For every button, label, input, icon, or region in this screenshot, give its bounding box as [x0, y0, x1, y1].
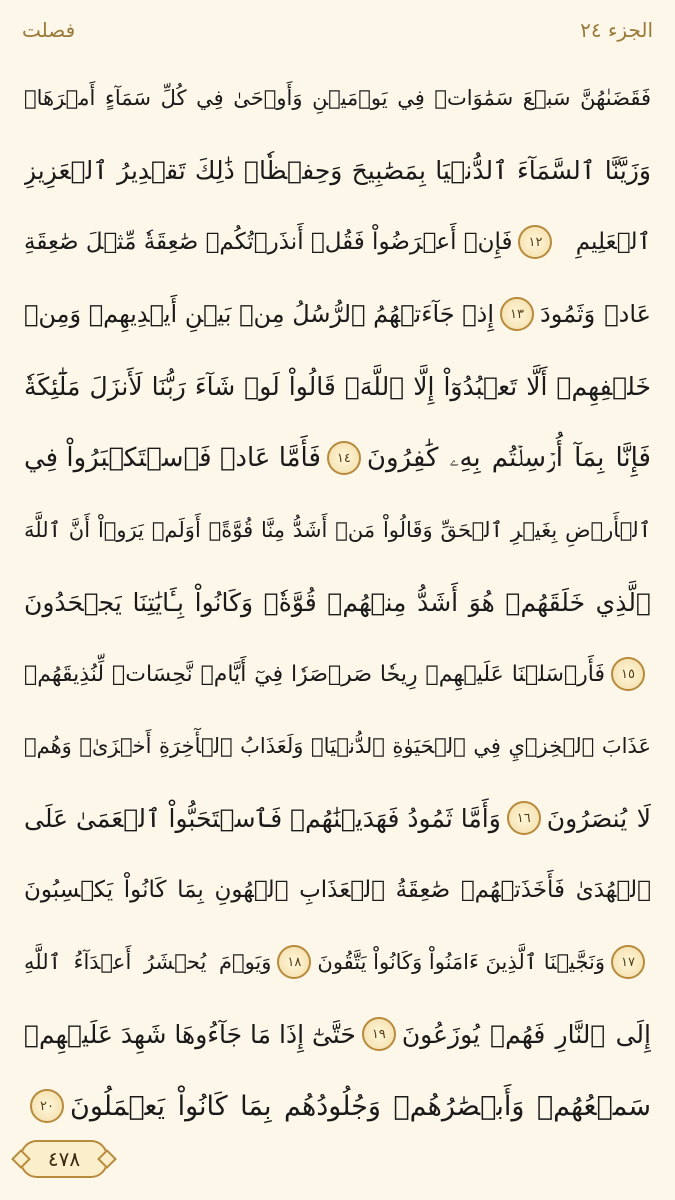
text-line — [24, 62, 651, 134]
verse-text: فَإِنَّا بِمَآ أُرۡسِلۡتُم بِهِۦ كَٰفِرُونَ — [366, 442, 651, 473]
text-line — [24, 710, 651, 782]
ayah-number-marker: ١٤ — [327, 441, 361, 475]
juz-label: الجزء ٢٤ — [580, 18, 653, 42]
verse-text: ٱلَّذِي خَلَقَهُمۡ هُوَ أَشَدُّ مِنۡهُمۡ قُوَّةٗۖ وَكَانُواْ بِـَٔايَٰتِنَا يَجۡحَدُونَ — [24, 587, 651, 617]
text-line — [24, 134, 651, 206]
text-line — [24, 854, 651, 926]
ayah-number-marker: ١٦ — [507, 801, 541, 835]
surah-name: فصلت — [22, 18, 76, 42]
verse-text: حَتَّىٰٓ إِذَا مَا جَآءُوهَا شَهِدَ عَلَيۡهِمۡ — [24, 1019, 356, 1049]
ayah-number-marker: ١٥ — [611, 657, 645, 691]
text-line — [24, 1070, 651, 1142]
verse-text: عَذَابَ ٱلۡخِزۡيِ فِي ٱلۡحَيَوٰةِ ٱلدُّنۡيَاۖ وَلَعَذَابُ ٱلۡأٓخِرَةِ أَخۡزَىٰۖ وَهُمۡ — [24, 734, 651, 758]
verse-text: فَإِنۡ أَعۡرَضُواْ فَقُلۡ أَنذَرۡتُكُمۡ صَٰعِقَةٗ مِّثۡلَ صَٰعِقَةِ — [24, 229, 513, 255]
verse-text: وَيَوۡمَ يُحۡشَرُ أَعۡدَآءُ ٱللَّهِ — [24, 950, 272, 974]
ayah-number-marker: ١٢ — [518, 225, 552, 259]
text-line — [24, 926, 651, 998]
text-line — [24, 494, 651, 566]
verse-text: لَا يُنصَرُونَ — [546, 803, 651, 833]
verse-text: فَأَمَّا عَادٞ فَٱسۡتَكۡبَرُواْ فِي — [24, 443, 321, 473]
page-header — [22, 10, 653, 50]
verse-text: إِذۡ جَآءَتۡهُمُ ٱلرُّسُلُ مِنۢ بَيۡنِ أَيۡدِيهِمۡ وَمِنۡ — [24, 300, 495, 328]
verse-text: فَقَضَىٰهُنَّ سَبۡعَ سَمَٰوَاتٖ فِي يَوۡمَيۡنِ وَأَوۡحَىٰ فِي كُلِّ سَمَآءٍ أَمۡرَهَاۚ — [24, 86, 651, 110]
verse-text: ٱلۡهُدَىٰ فَأَخَذَتۡهُمۡ صَٰعِقَةُ ٱلۡعَذَابِ ٱلۡهُونِ بِمَا كَانُواْ يَكۡسِبُونَ — [24, 877, 651, 903]
text-line — [24, 206, 651, 278]
page-number — [20, 1140, 108, 1178]
verse-text: وَزَيَّنَّا ٱلسَّمَآءَ ٱلدُّنۡيَا بِمَصَٰبِيحَ وَحِفۡظٗاۚ ذَٰلِكَ تَقۡدِيرُ ٱلۡعَزِيزِ — [24, 155, 651, 185]
ayah-number-marker: ٢٠ — [30, 1089, 64, 1123]
ayah-number-marker: ١٨ — [277, 945, 311, 979]
verse-text: خَلۡفِهِمۡ أَلَّا تَعۡبُدُوٓاْ إِلَّا ٱللَّهَۖ قَالُواْ لَوۡ شَآءَ رَبُّنَا لَأَنزَلَ مَلَٰٓئِكَةٗ — [24, 371, 651, 401]
text-line — [24, 350, 651, 422]
verse-text: ٱلۡعَلِيمِ — [575, 229, 651, 255]
verse-text: ٱلۡأَرۡضِ بِغَيۡرِ ٱلۡحَقِّ وَقَالُواْ مَنۡ أَشَدُّ مِنَّا قُوَّةًۖ أَوَلَمۡ يَرَوۡاْ أَنَّ ٱللَّهَ — [24, 518, 651, 542]
quran-text-block — [24, 62, 651, 1142]
ayah-number-marker: ١٧ — [611, 945, 645, 979]
page-number-label: ٤٧٨ — [47, 1147, 81, 1171]
verse-text: سَمۡعُهُمۡ وَأَبۡصَٰرُهُمۡ وَجُلُودُهُم بِمَا كَانُواْ يَعۡمَلُونَ — [70, 1090, 651, 1122]
verse-text: وَأَمَّا ثَمُودُ فَهَدَيۡنَٰهُمۡ فَٱسۡتَحَبُّواْ ٱلۡعَمَىٰ عَلَى — [24, 803, 501, 833]
text-line — [24, 782, 651, 854]
verse-text: عَادٖ وَثَمُودَ — [540, 300, 651, 328]
text-line — [24, 566, 651, 638]
ayah-number-marker: ١٩ — [362, 1017, 396, 1051]
ayah-number-marker: ١٣ — [500, 297, 534, 331]
verse-text: إِلَى ٱلنَّارِ فَهُمۡ يُوزَعُونَ — [401, 1019, 651, 1049]
verse-text: فَأَرۡسَلۡنَا عَلَيۡهِمۡ رِيحٗا صَرۡصَرٗا فِيٓ أَيَّامٖ نَّحِسَاتٖ لِّنُذِيقَهُمۡ — [24, 661, 605, 687]
text-line — [24, 422, 651, 494]
text-line — [24, 278, 651, 350]
text-line — [24, 998, 651, 1070]
verse-text: وَنَجَّيۡنَا ٱلَّذِينَ ءَامَنُواْ وَكَانُواْ يَتَّقُونَ — [317, 950, 605, 974]
text-line — [24, 638, 651, 710]
